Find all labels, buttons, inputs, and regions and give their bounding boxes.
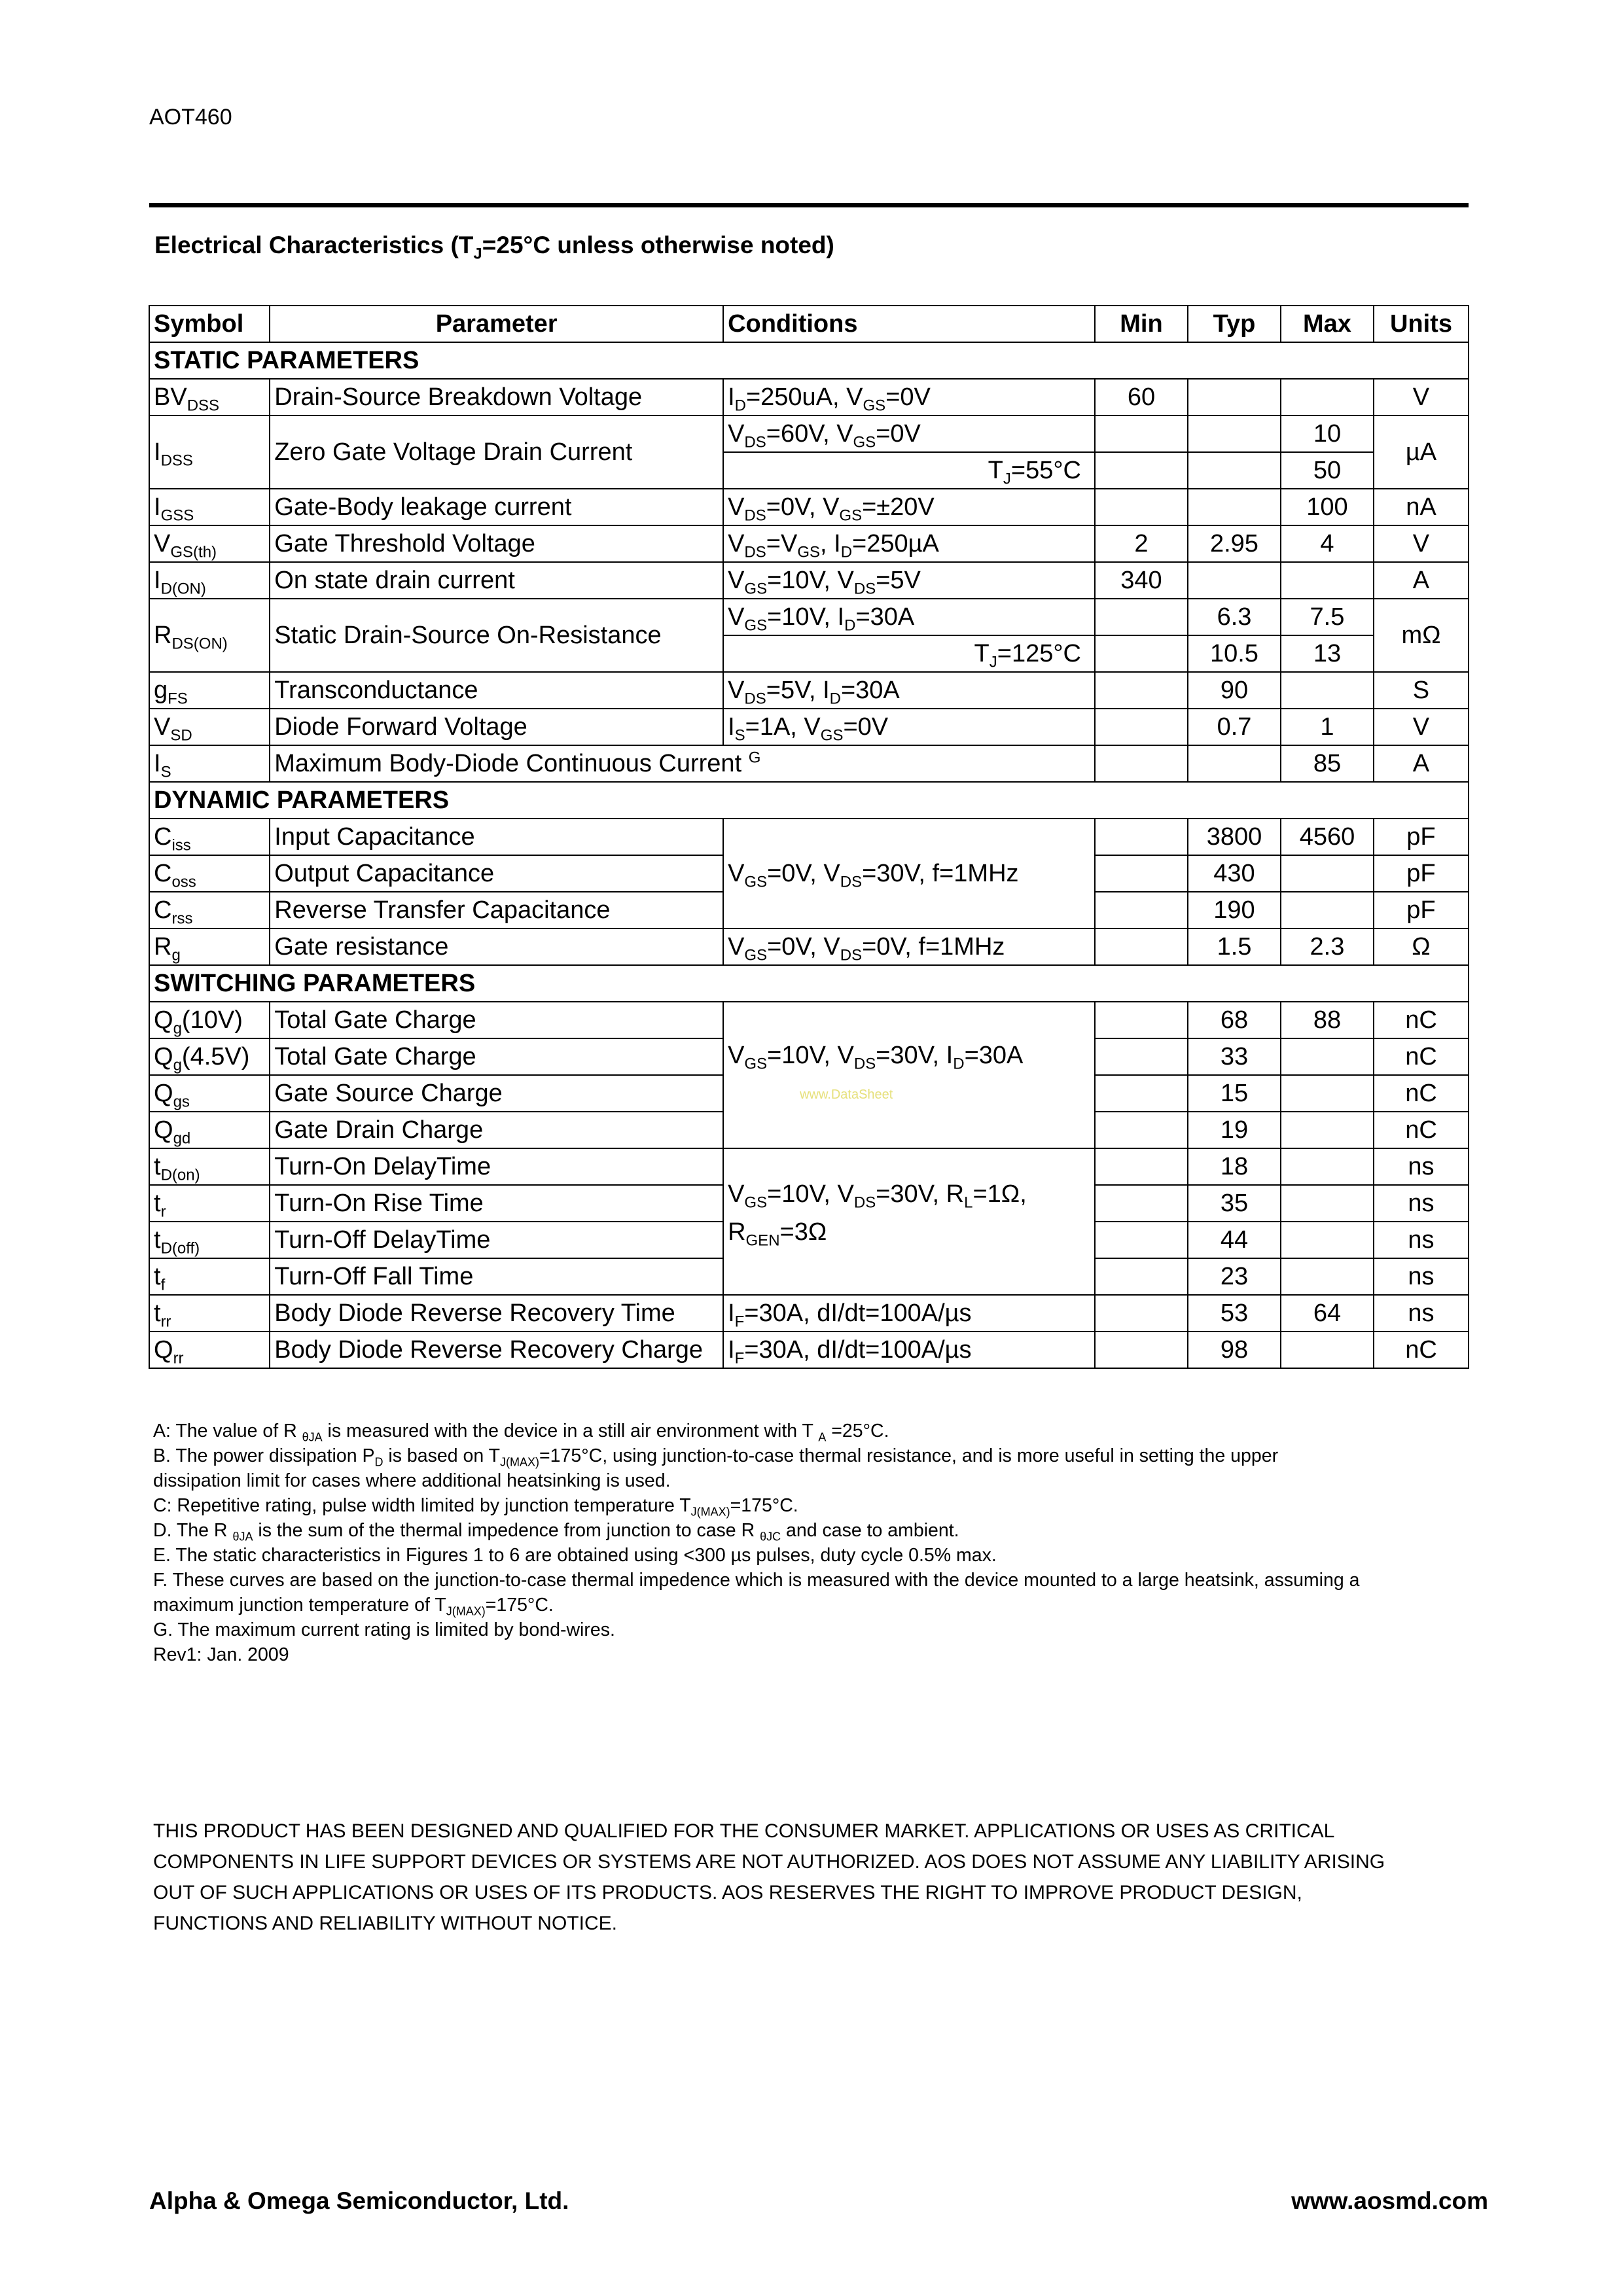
parameter-cell: Total Gate Charge bbox=[270, 1002, 723, 1038]
max-cell: 4560 bbox=[1281, 819, 1374, 855]
section-row bbox=[149, 342, 1469, 379]
parameter-cell: Body Diode Reverse Recovery Charge bbox=[270, 1332, 723, 1368]
parameter-cell: Total Gate Charge bbox=[270, 1038, 723, 1075]
symbol-cell: $Q_{rr}$ bbox=[149, 1332, 270, 1368]
max-cell bbox=[1281, 1185, 1374, 1222]
typ-cell: 0.7 bbox=[1188, 709, 1281, 745]
parameter-cell: Output Capacitance bbox=[270, 855, 723, 892]
max-cell: 64 bbox=[1281, 1295, 1374, 1332]
unit-cell: S bbox=[1374, 672, 1469, 709]
min-cell bbox=[1095, 452, 1188, 489]
table-row bbox=[149, 928, 1469, 965]
max-cell bbox=[1281, 1148, 1374, 1185]
conditions-cell: $I_S=1A$, $V_{GS}=0V$ bbox=[723, 709, 1095, 745]
symbol-cell: $R_{DS(ON)}$ bbox=[149, 599, 270, 672]
symbol-cell: $V_{SD}$ bbox=[149, 709, 270, 745]
typ-cell: 10.5 bbox=[1188, 635, 1281, 672]
table-row bbox=[149, 599, 1469, 635]
conditions-cell: $V_{GS}=10V$, $V_{DS}=30V$, $I_D=30A$ www.DataSheet bbox=[723, 1002, 1095, 1148]
disclaimer-line: OUT OF SUCH APPLICATIONS OR USES OF ITS PRODUCTS. AOS RESERVES THE RIGHT TO IMPROVE PRODUCT DESIGN, bbox=[153, 1882, 1302, 1903]
part-number: AOT460 bbox=[149, 105, 232, 130]
min-cell bbox=[1095, 1332, 1188, 1368]
symbol-cell: $C_{rss}$ bbox=[149, 892, 270, 928]
unit-cell: nC bbox=[1374, 1002, 1469, 1038]
symbol-cell: $Q_{gs}$ bbox=[149, 1075, 270, 1112]
unit-cell: nC bbox=[1374, 1112, 1469, 1148]
note-line: G. The maximum current rating is limited by bond-wires. bbox=[153, 1619, 615, 1640]
section-row bbox=[149, 965, 1469, 1002]
conditions-temp-cell: $T_J=125^\circ C$ bbox=[967, 635, 1095, 672]
min-cell bbox=[1095, 1148, 1188, 1185]
typ-cell bbox=[1188, 489, 1281, 525]
unit-cell: ns bbox=[1374, 1258, 1469, 1295]
header-symbol: Symbol bbox=[149, 306, 270, 342]
symbol-cell: $Q_{gd}$ bbox=[149, 1112, 270, 1148]
symbol-cell: $t_{rr}$ bbox=[149, 1295, 270, 1332]
max-cell: 2.3 bbox=[1281, 928, 1374, 965]
parameter-cell: Turn-Off Fall Time bbox=[270, 1258, 723, 1295]
table-row bbox=[149, 709, 1469, 745]
table-row bbox=[149, 745, 1469, 782]
max-cell: 7.5 bbox=[1281, 599, 1374, 635]
conditions-cell: $V_{DS}=V_{GS}$, $I_D=250\mu A$ bbox=[723, 525, 1095, 562]
min-cell bbox=[1095, 709, 1188, 745]
max-cell bbox=[1281, 1038, 1374, 1075]
typ-cell: 19 bbox=[1188, 1112, 1281, 1148]
typ-cell: 430 bbox=[1188, 855, 1281, 892]
conditions-cell bbox=[723, 452, 967, 489]
conditions-cell bbox=[723, 635, 967, 672]
parameter-cell: Zero Gate Voltage Drain Current bbox=[270, 415, 723, 489]
unit-cell: ns bbox=[1374, 1295, 1469, 1332]
disclaimer-line: COMPONENTS IN LIFE SUPPORT DEVICES OR SYSTEMS ARE NOT AUTHORIZED. AOS DOES NOT ASSUME ANY LIABILITY ARISING bbox=[153, 1851, 1385, 1873]
header-typ: Typ bbox=[1188, 306, 1281, 342]
conditions-cell: $I_F=30A$, dI/dt=100A/µs bbox=[723, 1295, 1095, 1332]
section-switching: SWITCHING PARAMETERS bbox=[149, 965, 1469, 1002]
min-cell bbox=[1095, 928, 1188, 965]
table-row bbox=[149, 1332, 1469, 1368]
max-cell bbox=[1281, 672, 1374, 709]
note-line: maximum junction temperature of $T_{J(MAX)}=175^\circ C$. bbox=[153, 1595, 554, 1618]
electrical-characteristics-table bbox=[149, 305, 1469, 1369]
unit-cell: V bbox=[1374, 525, 1469, 562]
symbol-cell: $t_f$ bbox=[149, 1258, 270, 1295]
max-cell: 13 bbox=[1281, 635, 1374, 672]
symbol-cell: $C_{iss}$ bbox=[149, 819, 270, 855]
unit-cell: ns bbox=[1374, 1222, 1469, 1258]
header-max: Max bbox=[1281, 306, 1374, 342]
conditions-cell: $V_{GS}=0V$, $V_{DS}=0V$, f=1MHz bbox=[723, 928, 1095, 965]
min-cell bbox=[1095, 1112, 1188, 1148]
note-line: F. These curves are based on the junction-to-case thermal impedence which is measured with the device mounted to a large heatsink, assuming a bbox=[153, 1570, 1360, 1591]
conditions-cell: $V_{GS}=10V$, $V_{DS}=5V$ bbox=[723, 562, 1095, 599]
max-cell bbox=[1281, 1332, 1374, 1368]
typ-cell: 2.95 bbox=[1188, 525, 1281, 562]
typ-cell bbox=[1188, 415, 1281, 452]
symbol-cell: $R_g$ bbox=[149, 928, 270, 965]
table-row bbox=[149, 1002, 1469, 1038]
conditions-cell: $V_{DS}=5V$, $I_D=30A$ bbox=[723, 672, 1095, 709]
section-static: STATIC PARAMETERS bbox=[149, 342, 1469, 379]
conditions-cell: $I_F=30A$, dI/dt=100A/µs bbox=[723, 1332, 1095, 1368]
min-cell bbox=[1095, 415, 1188, 452]
conditions-temp-cell: $T_J=55^\circ C$ bbox=[967, 452, 1095, 489]
header-units: Units bbox=[1374, 306, 1469, 342]
note-line: E. The static characteristics in Figures 1 to 6 are obtained using <300 µs pulses, duty cycle 0.5% max. bbox=[153, 1545, 997, 1566]
note-line: dissipation limit for cases where additional heatsinking is used. bbox=[153, 1470, 671, 1491]
symbol-cell: $t_r$ bbox=[149, 1185, 270, 1222]
min-cell bbox=[1095, 745, 1188, 782]
max-cell: 100 bbox=[1281, 489, 1374, 525]
symbol-cell: $I_{D(ON)}$ bbox=[149, 562, 270, 599]
header-conditions: Conditions bbox=[723, 306, 1095, 342]
unit-cell: ns bbox=[1374, 1185, 1469, 1222]
symbol-cell: $Q_g(4.5V)$ bbox=[149, 1038, 270, 1075]
max-cell bbox=[1281, 855, 1374, 892]
conditions-cell: $V_{GS}=10V$, $V_{DS}=30V$, $R_L=1\Omega$, $R_{GEN}=3\Omega$ bbox=[723, 1148, 1095, 1295]
footnotes bbox=[153, 1419, 1482, 1667]
note-line: B. The power dissipation $P_D$ is based on $T_{J(MAX)}=175^\circ C$, using junction-to-case thermal resistance, and is more useful in setting the upper bbox=[153, 1445, 1279, 1469]
min-cell bbox=[1095, 1002, 1188, 1038]
parameter-cell: Gate Source Charge bbox=[270, 1075, 723, 1112]
section-dynamic: DYNAMIC PARAMETERS bbox=[149, 782, 1469, 819]
symbol-cell: $t_{D(on)}$ bbox=[149, 1148, 270, 1185]
header-min: Min bbox=[1095, 306, 1188, 342]
typ-cell bbox=[1188, 562, 1281, 599]
typ-cell: 35 bbox=[1188, 1185, 1281, 1222]
min-cell bbox=[1095, 1075, 1188, 1112]
table-row bbox=[149, 1295, 1469, 1332]
footer-website: www.aosmd.com bbox=[1291, 2187, 1488, 2214]
max-cell bbox=[1281, 1112, 1374, 1148]
note-line: Rev1: Jan. 2009 bbox=[153, 1644, 289, 1665]
parameter-cell: Transconductance bbox=[270, 672, 723, 709]
symbol-cell: $V_{GS(th)}$ bbox=[149, 525, 270, 562]
typ-cell: 98 bbox=[1188, 1332, 1281, 1368]
min-cell bbox=[1095, 855, 1188, 892]
typ-cell: 6.3 bbox=[1188, 599, 1281, 635]
conditions-cell: $V_{GS}=10V$, $I_D=30A$ bbox=[723, 599, 1095, 635]
max-cell: 85 bbox=[1281, 745, 1374, 782]
max-cell bbox=[1281, 1075, 1374, 1112]
parameter-cell: Reverse Transfer Capacitance bbox=[270, 892, 723, 928]
table-row bbox=[149, 672, 1469, 709]
unit-cell: pF bbox=[1374, 892, 1469, 928]
conditions-cell: $I_D=250uA$, $V_{GS}=0V$ bbox=[723, 379, 1095, 415]
min-cell bbox=[1095, 892, 1188, 928]
footer-company: Alpha & Omega Semiconductor, Ltd. bbox=[149, 2187, 569, 2214]
typ-cell: 23 bbox=[1188, 1258, 1281, 1295]
section-title: Electrical Characteristics ($T_J=25^\circ C$ unless otherwise noted) bbox=[154, 232, 834, 263]
parameter-cell: Maximum Body-Diode Continuous Current $^G$ bbox=[270, 745, 1095, 782]
min-cell bbox=[1095, 819, 1188, 855]
note-line: C: Repetitive rating, pulse width limited by junction temperature $T_{J(MAX)}=175^\circ C$. bbox=[153, 1495, 798, 1519]
unit-cell: pF bbox=[1374, 819, 1469, 855]
typ-cell: 44 bbox=[1188, 1222, 1281, 1258]
parameter-cell: Turn-Off DelayTime bbox=[270, 1222, 723, 1258]
table-row bbox=[149, 562, 1469, 599]
note-line: A: The value of R $_{\theta JA}$ is measured with the device in a still air environment with T $_A$ =25°C. bbox=[153, 1421, 889, 1444]
unit-cell: µA bbox=[1374, 415, 1469, 489]
parameter-cell: Turn-On DelayTime bbox=[270, 1148, 723, 1185]
unit-cell: A bbox=[1374, 745, 1469, 782]
parameter-cell: Gate-Body leakage current bbox=[270, 489, 723, 525]
max-cell: 4 bbox=[1281, 525, 1374, 562]
table-row bbox=[149, 525, 1469, 562]
symbol-cell: $BV_{DSS}$ bbox=[149, 379, 270, 415]
max-cell: 88 bbox=[1281, 1002, 1374, 1038]
unit-cell: A bbox=[1374, 562, 1469, 599]
symbol-cell: $t_{D(off)}$ bbox=[149, 1222, 270, 1258]
typ-cell: 15 bbox=[1188, 1075, 1281, 1112]
max-cell bbox=[1281, 562, 1374, 599]
parameter-cell: Input Capacitance bbox=[270, 819, 723, 855]
min-cell: 340 bbox=[1095, 562, 1188, 599]
min-cell: 60 bbox=[1095, 379, 1188, 415]
max-cell bbox=[1281, 379, 1374, 415]
disclaimer-line: THIS PRODUCT HAS BEEN DESIGNED AND QUALIFIED FOR THE CONSUMER MARKET. APPLICATIONS OR USES AS CRITICAL bbox=[153, 1820, 1335, 1842]
typ-cell: 33 bbox=[1188, 1038, 1281, 1075]
min-cell bbox=[1095, 599, 1188, 635]
table-row bbox=[149, 489, 1469, 525]
min-cell bbox=[1095, 672, 1188, 709]
typ-cell: 3800 bbox=[1188, 819, 1281, 855]
typ-cell bbox=[1188, 452, 1281, 489]
unit-cell: ns bbox=[1374, 1148, 1469, 1185]
typ-cell: 53 bbox=[1188, 1295, 1281, 1332]
typ-cell: 190 bbox=[1188, 892, 1281, 928]
unit-cell: V bbox=[1374, 709, 1469, 745]
section-row bbox=[149, 782, 1469, 819]
min-cell bbox=[1095, 635, 1188, 672]
unit-cell: nA bbox=[1374, 489, 1469, 525]
disclaimer-line: FUNCTIONS AND RELIABILITY WITHOUT NOTICE. bbox=[153, 1913, 617, 1934]
table-row bbox=[149, 1148, 1469, 1185]
unit-cell: Ω bbox=[1374, 928, 1469, 965]
min-cell bbox=[1095, 489, 1188, 525]
table-row bbox=[149, 819, 1469, 855]
header-rule bbox=[149, 203, 1469, 207]
parameter-cell: Drain-Source Breakdown Voltage bbox=[270, 379, 723, 415]
unit-cell: nC bbox=[1374, 1038, 1469, 1075]
conditions-cell: $V_{GS}=0V$, $V_{DS}=30V$, f=1MHz bbox=[723, 819, 1095, 928]
max-cell: 10 bbox=[1281, 415, 1374, 452]
watermark: www.DataSheet bbox=[800, 1087, 893, 1102]
unit-cell: V bbox=[1374, 379, 1469, 415]
unit-cell: nC bbox=[1374, 1075, 1469, 1112]
parameter-cell: Body Diode Reverse Recovery Time bbox=[270, 1295, 723, 1332]
unit-cell: mΩ bbox=[1374, 599, 1469, 672]
disclaimer bbox=[153, 1816, 1475, 1939]
typ-cell bbox=[1188, 745, 1281, 782]
unit-cell: pF bbox=[1374, 855, 1469, 892]
table-row bbox=[149, 415, 1469, 452]
symbol-cell: $C_{oss}$ bbox=[149, 855, 270, 892]
typ-cell: 90 bbox=[1188, 672, 1281, 709]
symbol-cell: $I_S$ bbox=[149, 745, 270, 782]
unit-cell: nC bbox=[1374, 1332, 1469, 1368]
parameter-cell: Static Drain-Source On-Resistance bbox=[270, 599, 723, 672]
symbol-cell: $I_{GSS}$ bbox=[149, 489, 270, 525]
conditions-cell: $V_{DS}=0V$, $V_{GS}=\pm 20V$ bbox=[723, 489, 1095, 525]
typ-cell bbox=[1188, 379, 1281, 415]
max-cell: 50 bbox=[1281, 452, 1374, 489]
parameter-cell: Gate Threshold Voltage bbox=[270, 525, 723, 562]
max-cell bbox=[1281, 1222, 1374, 1258]
min-cell: 2 bbox=[1095, 525, 1188, 562]
parameter-cell: Diode Forward Voltage bbox=[270, 709, 723, 745]
min-cell bbox=[1095, 1258, 1188, 1295]
parameter-cell: On state drain current bbox=[270, 562, 723, 599]
parameter-cell: Gate resistance bbox=[270, 928, 723, 965]
symbol-cell: $g_{FS}$ bbox=[149, 672, 270, 709]
min-cell bbox=[1095, 1295, 1188, 1332]
max-cell bbox=[1281, 1258, 1374, 1295]
header-parameter: Parameter bbox=[270, 306, 723, 342]
table-row bbox=[149, 379, 1469, 415]
conditions-cell: $V_{DS}=60V$, $V_{GS}=0V$ bbox=[723, 415, 1095, 452]
symbol-cell: $I_{DSS}$ bbox=[149, 415, 270, 489]
min-cell bbox=[1095, 1038, 1188, 1075]
typ-cell: 18 bbox=[1188, 1148, 1281, 1185]
min-cell bbox=[1095, 1185, 1188, 1222]
max-cell: 1 bbox=[1281, 709, 1374, 745]
parameter-cell: Turn-On Rise Time bbox=[270, 1185, 723, 1222]
header-row bbox=[149, 306, 1469, 342]
max-cell bbox=[1281, 892, 1374, 928]
typ-cell: 68 bbox=[1188, 1002, 1281, 1038]
symbol-cell: $Q_g(10V)$ bbox=[149, 1002, 270, 1038]
min-cell bbox=[1095, 1222, 1188, 1258]
typ-cell: 1.5 bbox=[1188, 928, 1281, 965]
note-line: D. The R $_{\theta JA}$ is the sum of the thermal impedence from junction to case R $_{\theta JC}$ and case to ambient. bbox=[153, 1520, 959, 1544]
parameter-cell: Gate Drain Charge bbox=[270, 1112, 723, 1148]
